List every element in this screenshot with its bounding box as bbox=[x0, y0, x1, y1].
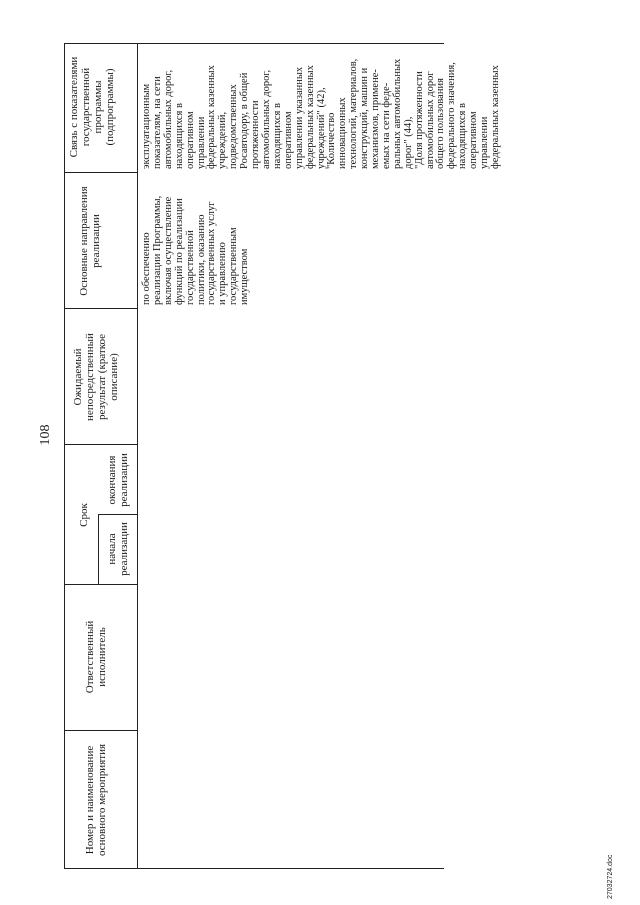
text-line: включая осуществление bbox=[162, 196, 174, 305]
text-line: находящихся в bbox=[457, 103, 469, 169]
header-end: окончания реализации bbox=[106, 453, 130, 507]
header-measure-number: Номер и наименование основного мероприятия bbox=[84, 743, 108, 857]
col-divider-5 bbox=[64, 308, 137, 309]
measures-table bbox=[64, 43, 501, 869]
header-srok: Срок bbox=[78, 503, 90, 527]
header-bottom-border bbox=[137, 43, 138, 869]
text-line: по обеспечению bbox=[141, 232, 152, 305]
col-divider-6 bbox=[64, 172, 137, 173]
directions-cell bbox=[142, 196, 251, 305]
text-line: оперативном bbox=[282, 111, 294, 169]
col-divider-2 bbox=[64, 584, 137, 585]
text-line: оперативном bbox=[184, 111, 196, 169]
text-line: автомобильных дорог, bbox=[260, 69, 272, 169]
text-line: государственной bbox=[184, 230, 196, 305]
text-line: автомобильных дорог bbox=[424, 71, 436, 169]
table-left-border bbox=[64, 868, 444, 869]
text-line: показателям, на сети bbox=[151, 76, 163, 169]
table-right-border bbox=[64, 43, 444, 44]
text-line: государственных услуг bbox=[206, 201, 218, 305]
text-line: федеральных казенных bbox=[206, 65, 218, 169]
page-number: 108 bbox=[38, 424, 53, 446]
text-line: оперативном bbox=[468, 111, 480, 169]
header-start: начала реализации bbox=[106, 522, 130, 576]
document-id: 27032724.doc bbox=[607, 854, 614, 899]
text-line: федеральных казенных bbox=[304, 65, 316, 169]
text-line: федеральных казенных bbox=[490, 65, 501, 169]
text-line: реализации Программы, bbox=[151, 195, 163, 305]
text-line: эксплуатационным bbox=[141, 83, 152, 169]
text-line: "Доля протяженности bbox=[413, 71, 425, 169]
header-link: Связь с показателями государственной программы (подпрограммы) bbox=[68, 56, 116, 158]
text-line: учреждений" (42), bbox=[315, 87, 327, 169]
text-line: функций по реализации bbox=[173, 198, 185, 305]
table-top-border bbox=[64, 43, 65, 869]
text-line: находящихся в bbox=[173, 103, 185, 169]
text-line: имуществом bbox=[239, 248, 251, 305]
text-line: Росавтодору, в общей bbox=[239, 72, 251, 169]
text-line: механизмов, примене- bbox=[370, 69, 382, 169]
text-line: конструкций, машин и bbox=[359, 67, 371, 169]
text-line: дорог" (44), bbox=[402, 116, 414, 169]
text-line: федерального значения, bbox=[446, 62, 458, 169]
text-line: управлении указанных bbox=[293, 66, 305, 169]
text-line: автомобильных дорог, bbox=[162, 69, 174, 169]
text-line: и управлению bbox=[217, 242, 229, 305]
header-directions: Основные направления реализации bbox=[78, 186, 102, 296]
text-line: технологий, материалов, bbox=[348, 58, 360, 169]
text-line: протяженности bbox=[250, 100, 262, 169]
col-divider-1 bbox=[64, 730, 137, 731]
text-line: подведомственных bbox=[228, 84, 240, 169]
text-line: ральных автомобильных bbox=[391, 58, 403, 169]
text-line: общего пользования bbox=[435, 78, 447, 169]
link-cell bbox=[142, 59, 502, 169]
col-divider-3 bbox=[98, 514, 137, 515]
header-result: Ожидаемый непосредственный результат (краткое описание) bbox=[72, 333, 120, 421]
srok-divider bbox=[98, 515, 99, 585]
text-line: государственным bbox=[228, 227, 240, 305]
text-line: политики, оказанию bbox=[195, 214, 207, 305]
text-line: "Количество bbox=[326, 112, 338, 169]
header-responsible: Ответственный исполнитель bbox=[84, 620, 108, 694]
text-line: инновационных bbox=[337, 97, 349, 169]
text-line: управлении bbox=[195, 116, 207, 169]
text-line: управлении bbox=[479, 116, 491, 169]
text-line: учреждений, bbox=[217, 111, 229, 169]
text-line: емых на сети феде- bbox=[380, 82, 392, 169]
text-line: находящихся в bbox=[271, 103, 283, 169]
col-divider-4 bbox=[64, 444, 137, 445]
